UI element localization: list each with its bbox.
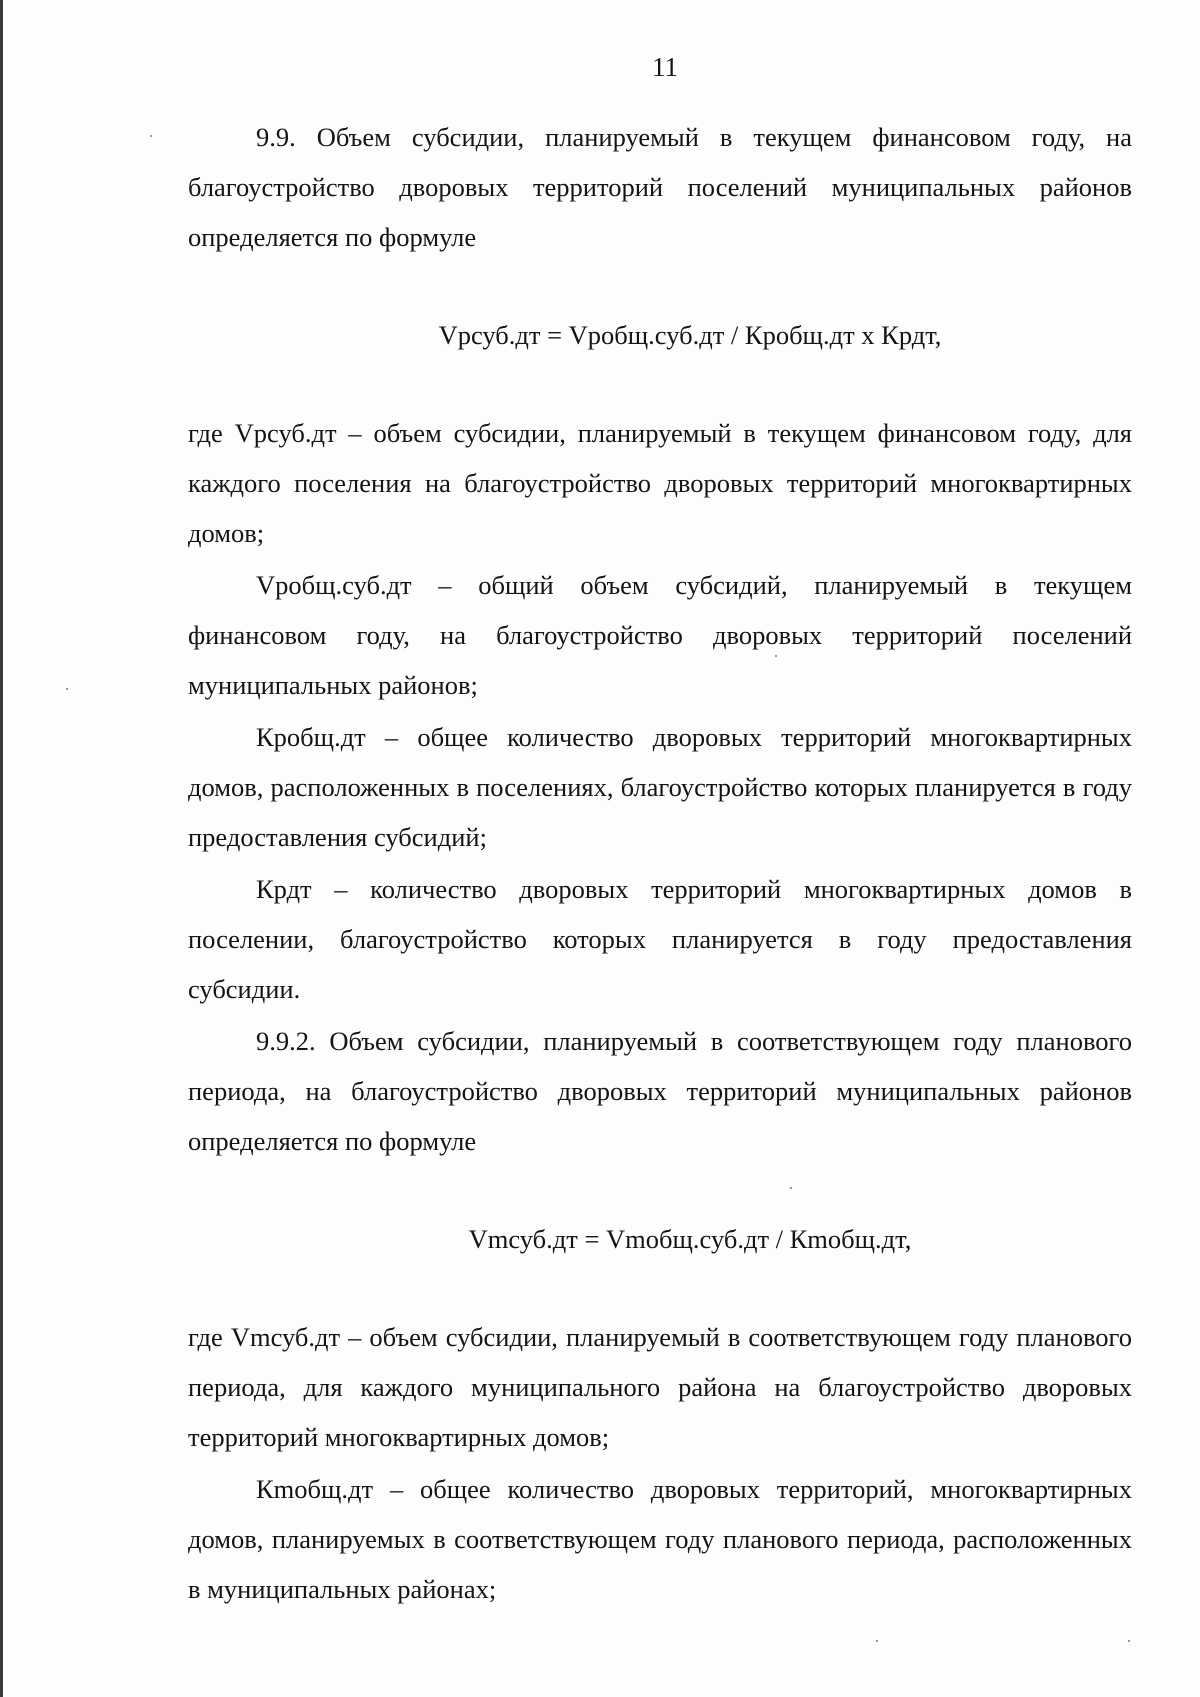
document-body	[188, 112, 1132, 1614]
page-left-edge	[0, 0, 3, 1697]
paragraph-definition-krdt: Крдт – количество дворовых территорий многоквартирных домов в поселении, благоустройство которых планируется в году предоставления субсидии.	[188, 874, 1132, 1004]
scan-speck	[1128, 1640, 1130, 1642]
scan-speck	[790, 1187, 792, 1189]
scan-speck	[876, 1640, 878, 1642]
formula-vmsub: Vmсуб.дт = Vmобщ.суб.дт / Кmобщ.дт,	[468, 1224, 912, 1254]
paragraph-definition-krobsch: Кробщ.дт – общее количество дворовых территорий многоквартирных домов, расположенных в поселениях, благоустройство которых планируется в году предоставления субсидий;	[188, 722, 1132, 852]
paragraph-9-9: 9.9. Объем субсидии, планируемый в текущем финансовом году, на благоустройство дворовых территорий поселений муниципальных районов определяется по формуле	[188, 122, 1132, 252]
scan-speck	[150, 135, 152, 137]
paragraph-9-9-2: 9.9.2. Объем субсидии, планируемый в соответствующем году планового периода, на благоустройство дворовых территорий муниципальных районов определяется по формуле	[188, 1026, 1132, 1156]
paragraph-definition-vmsub: где Vmсуб.дт – объем субсидии, планируемый в соответствующем году планового периода, для каждого муниципального района на благоустройство дворовых территорий многоквартирных домов;	[188, 1322, 1132, 1452]
formula-vrsub: Vрсуб.дт = Vробщ.суб.дт / Кробщ.дт х Крдт,	[438, 320, 942, 350]
paragraph-definition-vrobsch: Vробщ.суб.дт – общий объем субсидий, планируемый в текущем финансовом году, на благоустройство дворовых территорий поселений муниципальных районов;	[188, 570, 1132, 700]
scan-speck	[66, 688, 68, 690]
paragraph-definition-vrsub: где Vрсуб.дт – объем субсидии, планируемый в текущем финансовом году, для каждого поселения на благоустройство дворовых территорий многоквартирных домов;	[188, 418, 1132, 548]
scan-speck	[775, 655, 777, 657]
paragraph-definition-kmobsch: Кmобщ.дт – общее количество дворовых территорий, многоквартирных домов, планируемых в соответствующем году планового периода, расположенных в муниципальных районах;	[188, 1474, 1132, 1604]
page-number: 11	[652, 52, 678, 82]
